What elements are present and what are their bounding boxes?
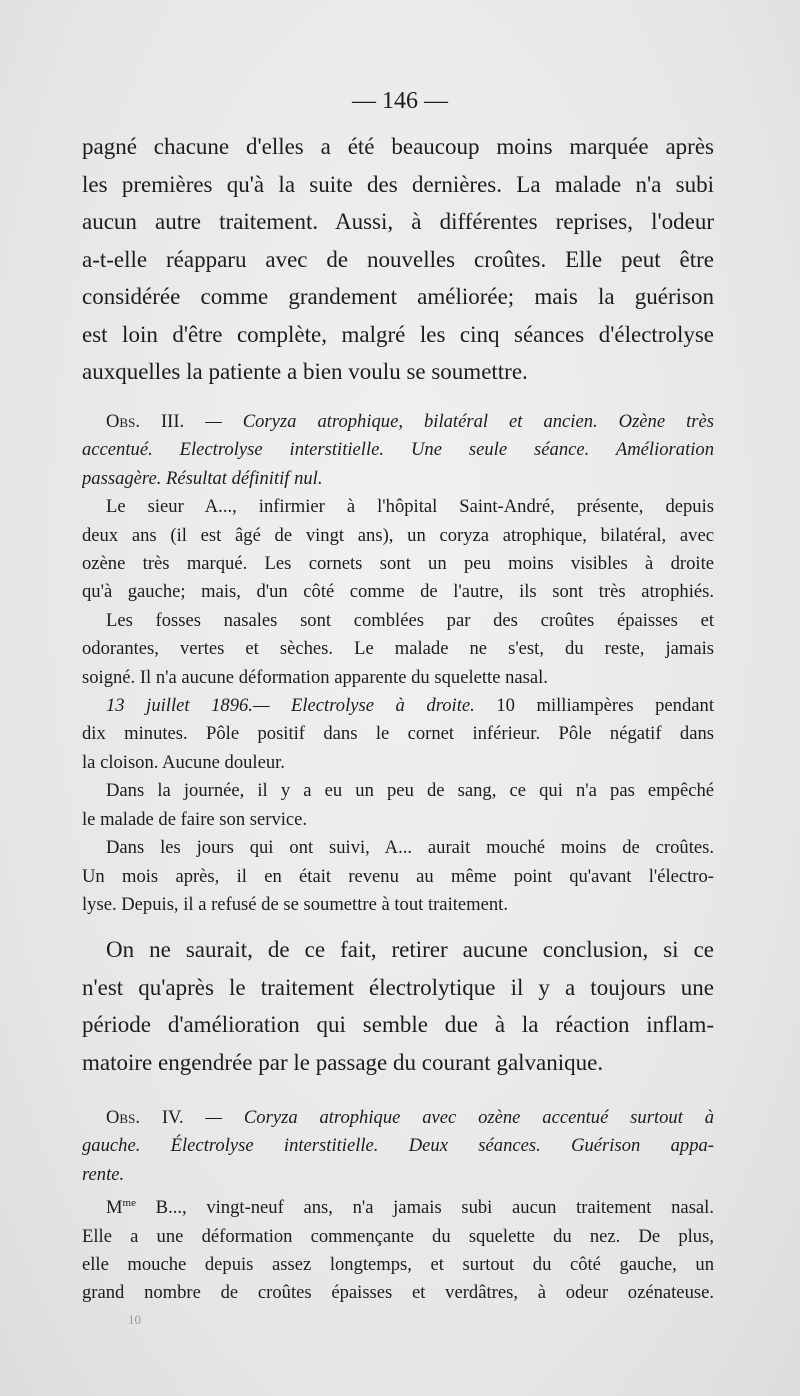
entry-detail: 10 milliampères pendant bbox=[496, 695, 714, 717]
text-line: la cloison. Aucune douleur. bbox=[82, 751, 285, 773]
signature-mark: 10 bbox=[128, 1312, 141, 1327]
obs-heading-line bbox=[82, 408, 714, 436]
observation-4 bbox=[82, 1104, 714, 1308]
text-line: dix minutes. Pôle positif dans le cornet inférieur. Pôle négatif dans bbox=[82, 723, 714, 745]
text-line: deux ans (il est âgé de vingt ans), un coryza atrophique, bilatéral, avec bbox=[82, 524, 714, 546]
text-line: auxquelles la patiente a bien voulu se soumettre. bbox=[82, 359, 528, 384]
text-line: elle mouche depuis assez longtemps, et surtout du côté gauche, un bbox=[82, 1254, 714, 1276]
obs-label: Obs. III. bbox=[106, 411, 185, 432]
dated-entry-line bbox=[82, 692, 714, 720]
patient-line bbox=[82, 1189, 714, 1222]
text-line: grand nombre de croûtes épaisses et verdâtres, à odeur ozénateuse. bbox=[82, 1282, 714, 1304]
paragraph-continuation bbox=[82, 128, 714, 391]
text-line: Les fosses nasales sont comblées par des croûtes épaisses et bbox=[106, 609, 714, 631]
text-line: a-t-elle réapparu avec de nouvelles croûtes. Elle peut être bbox=[82, 246, 714, 272]
obs-label: Obs. IV. bbox=[106, 1107, 184, 1128]
text-line: soigné. Il n'a aucune déformation apparente du squelette nasal. bbox=[82, 666, 548, 688]
obs-title: — Coryza atrophique avec ozène accentué surtout à bbox=[205, 1107, 714, 1128]
text-line: matoire engendrée par le passage du courant galvanique. bbox=[82, 1049, 604, 1075]
text-line: aucun autre traitement. Aussi, à différentes reprises, l'odeur bbox=[82, 209, 714, 234]
text-line: Dans la journée, il y a eu un peu de sang, ce qui n'a pas empêché bbox=[106, 780, 714, 802]
obs-title: passagère. Résultat définitif nul. bbox=[82, 467, 323, 489]
text-line: ozène très marqué. Les cornets sont un peu moins visibles à droite bbox=[82, 553, 714, 575]
text-line: considérée comme grandement améliorée; mais la guérison bbox=[82, 284, 714, 309]
obs-title: rente. bbox=[82, 1163, 125, 1185]
obs-heading-line bbox=[82, 1104, 714, 1132]
obs-title: — Coryza atrophique, bilatéral et ancien. Ozène très bbox=[205, 411, 714, 432]
observation-3 bbox=[82, 408, 714, 919]
obs-title: gauche. Électrolyse interstitielle. Deux séances. Guérison appa- bbox=[82, 1135, 714, 1157]
text-line: période d'amélioration qui semble due à la réaction inflam- bbox=[82, 1012, 714, 1037]
text-line: Elle a une déformation commençante du squelette du nez. De plus, bbox=[82, 1225, 714, 1247]
patient-desc: B..., vingt-neuf ans, n'a jamais subi aucun traitement nasal. bbox=[136, 1197, 714, 1219]
entry-date: 13 juillet 1896. bbox=[106, 695, 253, 717]
text-line: les premières qu'à la suite des dernières. La malade n'a subi bbox=[82, 171, 714, 197]
text-line: le malade de faire son service. bbox=[82, 808, 308, 830]
patient-title-sup: me bbox=[122, 1197, 136, 1210]
page-number: — 146 — bbox=[352, 88, 448, 114]
text-line: Dans les jours qui ont suivi, A... aurait mouché moins de croûtes. bbox=[106, 837, 714, 859]
text-line: odorantes, vertes et sèches. Le malade ne s'est, du reste, jamais bbox=[82, 638, 714, 660]
text-line: qu'à gauche; mais, d'un côté comme de l'autre, ils sont très atrophiés. bbox=[82, 581, 714, 603]
patient-title: M bbox=[106, 1197, 123, 1219]
text-line: est loin d'être complète, malgré les cinq séances d'électrolyse bbox=[82, 321, 714, 347]
entry-procedure: — Electrolyse à droite. bbox=[252, 695, 475, 717]
text-line: pagné chacune d'elles a été beaucoup moins marquée après bbox=[82, 134, 714, 159]
text-line: On ne saurait, de ce fait, retirer aucune conclusion, si ce bbox=[106, 937, 714, 962]
paragraph-conclusion bbox=[82, 931, 714, 1081]
text-line: lyse. Depuis, il a refusé de se soumettre à tout traitement. bbox=[82, 893, 508, 915]
obs-title: accentué. Electrolyse interstitielle. Une seule séance. Amélioration bbox=[82, 439, 714, 461]
text-line: Le sieur A..., infirmier à l'hôpital Saint-André, présente, depuis bbox=[106, 496, 714, 518]
text-line: n'est qu'après le traitement électrolytique il y a toujours une bbox=[82, 974, 714, 1000]
text-line: Un mois après, il en était revenu au même point qu'avant l'électro- bbox=[82, 865, 714, 887]
